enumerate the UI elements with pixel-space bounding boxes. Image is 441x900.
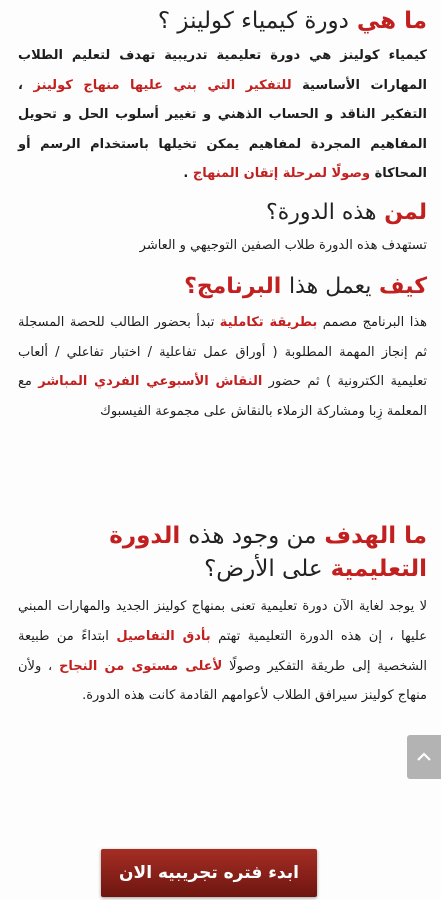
section-paragraph	[18, 592, 427, 710]
heading-text: يعمل هذا	[288, 274, 372, 299]
paragraph-highlight: للتفكير التي بني عليها منهاج كولينز	[33, 77, 292, 93]
paragraph-text: .	[183, 166, 193, 181]
paragraph-text: كيمياء كولينز هي دورة تعليمية تدريبية تهدف لتعليم الطلاب المهارات الأساسية	[18, 48, 427, 93]
section-heading	[18, 4, 427, 38]
paragraph-highlight: بطريقة تكاملية	[219, 315, 318, 330]
heading-text: هذه الدورة؟	[266, 199, 377, 225]
section-how-it-works	[18, 270, 427, 426]
paragraph-text: لا يوجد لغاية الآن دورة تعليمية تعنى بمنهاج كولينز الجديد والمهارات المبني عليها ، إن هذه الدورة التعليمية تهتم	[18, 599, 427, 644]
scroll-to-top-button[interactable]	[407, 735, 441, 779]
section-paragraph: تستهدف هذه الدورة طلاب الصفين التوجيهي و العاشر	[139, 237, 427, 253]
heading-text: دورة كيمياء كولينز ؟	[157, 8, 349, 34]
section-course-goal	[18, 520, 427, 710]
paragraph-text: هذا البرنامج مصمم	[317, 315, 428, 330]
section-heading	[18, 270, 427, 304]
heading-highlight: لمن	[384, 199, 427, 225]
heading-text: على الأرض؟	[204, 556, 323, 583]
heading-highlight: الدورة التعليمية	[109, 523, 427, 583]
section-heading	[18, 197, 427, 229]
heading-highlight: ما هي	[356, 8, 427, 34]
section-what-is-course	[18, 0, 427, 189]
heading-highlight: البرنامج؟	[184, 274, 282, 299]
section-target-audience	[18, 197, 427, 261]
section-heading	[18, 520, 427, 586]
paragraph-text: ، التفكير الناقد و الحساب الذهني و تغيير أسلوب الحل و تحويل المفاهيم المجردة لمفاهيم يمكن تخيلها باستخدام الرسم أو المحاكاة	[18, 77, 427, 181]
chevron-up-icon	[416, 749, 432, 765]
heading-highlight: كيف	[379, 274, 427, 299]
section-paragraph	[18, 41, 427, 189]
start-trial-button[interactable]: ابدء فتره تجريبيه الان	[101, 849, 317, 897]
cta-container	[0, 849, 441, 897]
paragraph-text: ، ولأن منهاج كولينز سيرافق الطلاب لأعوامهم القادمة كانت هذه الدورة.	[18, 658, 427, 704]
heading-highlight: ما الهدف	[324, 523, 427, 550]
paragraph-text: ابتداءً من طبيعة الشخصية إلى طريقة التفكير وصولًا	[18, 628, 428, 674]
paragraph-highlight: النقاش الأسبوعي الفردي المباشر	[38, 374, 263, 390]
paragraph-text: تبدأ بحضور الطالب للحصة المسجلة ثم إنجاز المهمة المطلوبة ( أوراق عمل تفاعلية / اختبار تفاعلي / ألعاب تعليمية الكترونية ) ثم حضور	[18, 315, 427, 390]
paragraph-highlight: وصولًا لمرحلة إتقان المنهاج	[192, 166, 371, 181]
heading-text: من وجود هذه	[188, 523, 317, 550]
paragraph-highlight: لأعلى مستوى من النجاح	[59, 658, 223, 674]
section-paragraph	[18, 308, 427, 426]
paragraph-highlight: بأدق التفاصيل	[116, 628, 211, 644]
paragraph-text: مع المعلمة زِبا ومشاركة الزملاء بالنقاش على مجموعة الفيسبوك	[18, 374, 427, 419]
